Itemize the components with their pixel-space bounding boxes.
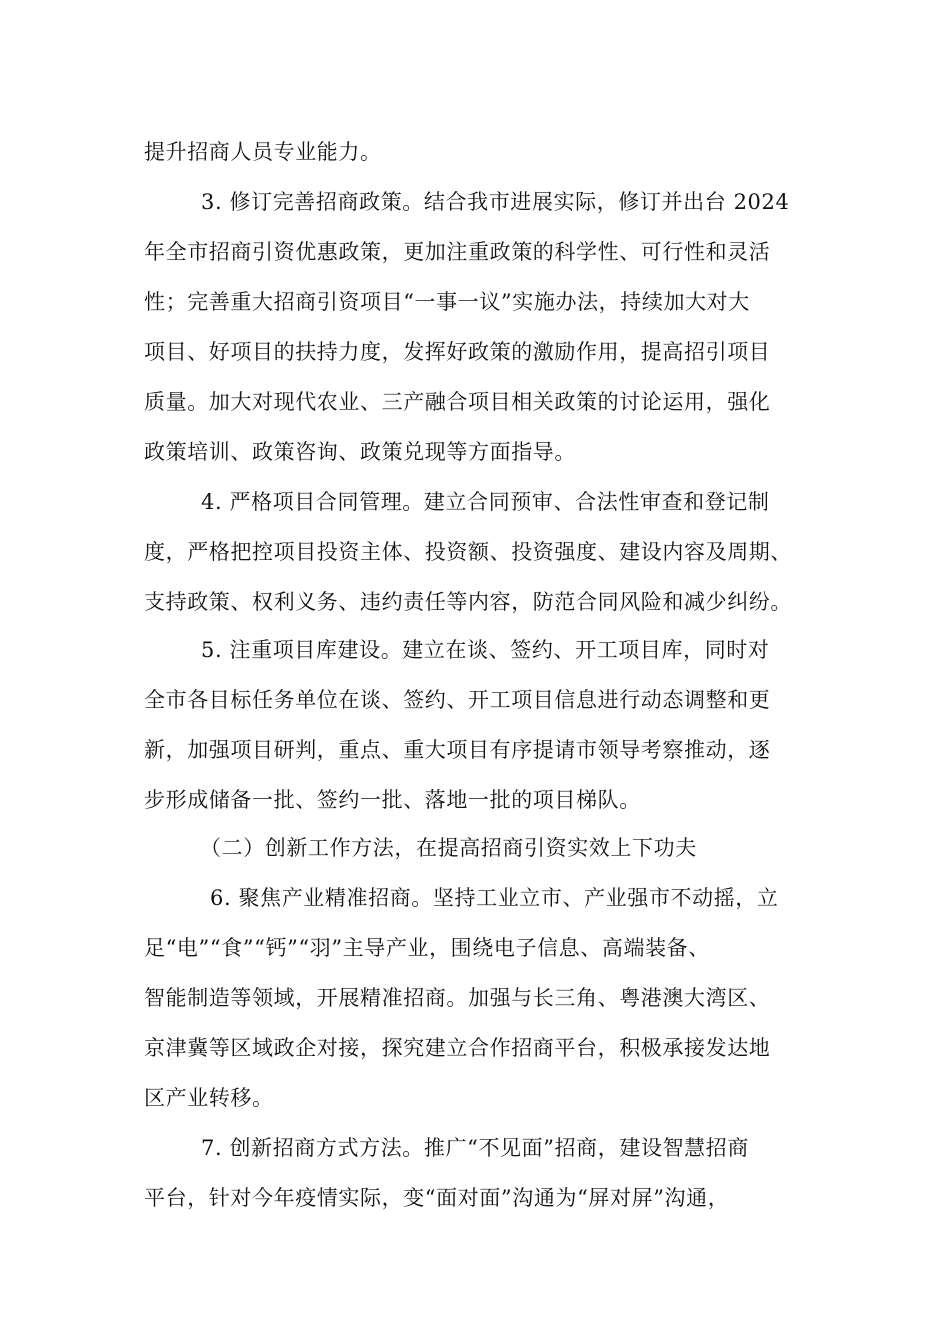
text-line: 4. 严格项目合同管理。建立合同预审、合法性审查和登记制 <box>201 490 770 514</box>
text-line: 平台，针对今年疫情实际，变“面对面”沟通为“屏对屏”沟通， <box>144 1186 730 1210</box>
text-line: 智能制造等领域，开展精准招商。加强与长三角、粤港澳大湾区、 <box>144 986 771 1010</box>
text-line: 质量。加大对现代农业、三产融合项目相关政策的讨论运用，强化 <box>144 390 771 414</box>
text-line: 全市各目标任务单位在谈、签约、开工项目信息进行动态调整和更 <box>144 688 771 712</box>
text-line: 京津冀等区域政企对接，探究建立合作招商平台，积极承接发达地 <box>144 1036 771 1060</box>
text-line: 性；完善重大招商引资项目“一事一议”实施办法，持续加大对大 <box>144 290 750 314</box>
text-line: 区产业转移。 <box>144 1086 274 1110</box>
text-line: 度，严格把控项目投资主体、投资额、投资强度、建设内容及周期、 <box>144 540 792 564</box>
text-line: 支持政策、权利义务、违约责任等内容，防范合同风险和减少纠纷。 <box>144 590 792 614</box>
text-line: 5. 注重项目库建设。建立在谈、签约、开工项目库，同时对 <box>201 638 770 662</box>
text-line: 政策培训、政策咨询、政策兑现等方面指导。 <box>144 440 576 464</box>
text-line: 提升招商人员专业能力。 <box>144 140 382 164</box>
text-line: 新，加强项目研判，重点、重大项目有序提请市领导考察推动，逐 <box>144 738 771 762</box>
text-line: 年全市招商引资优惠政策，更加注重政策的科学性、可行性和灵活 <box>144 240 771 264</box>
text-line: 项目、好项目的扶持力度，发挥好政策的激励作用，提高招引项目 <box>144 340 771 364</box>
text-line: 足“电”“食”“钙”“羽”主导产业，围绕电子信息、高端装备、 <box>144 936 710 960</box>
section-heading: （二）创新工作方法，在提高招商引资实效上下功夫 <box>200 836 697 860</box>
text-line: 步形成储备一批、签约一批、落地一批的项目梯队。 <box>144 788 641 812</box>
text-line: 7. 创新招商方式方法。推广“不见面”招商，建设智慧招商 <box>201 1136 749 1160</box>
text-line: 6. 聚焦产业精准招商。坚持工业立市、产业强市不动摇，立 <box>210 886 779 910</box>
text-line: 3. 修订完善招商政策。结合我市进展实际，修订并出台 2024 <box>201 190 790 214</box>
